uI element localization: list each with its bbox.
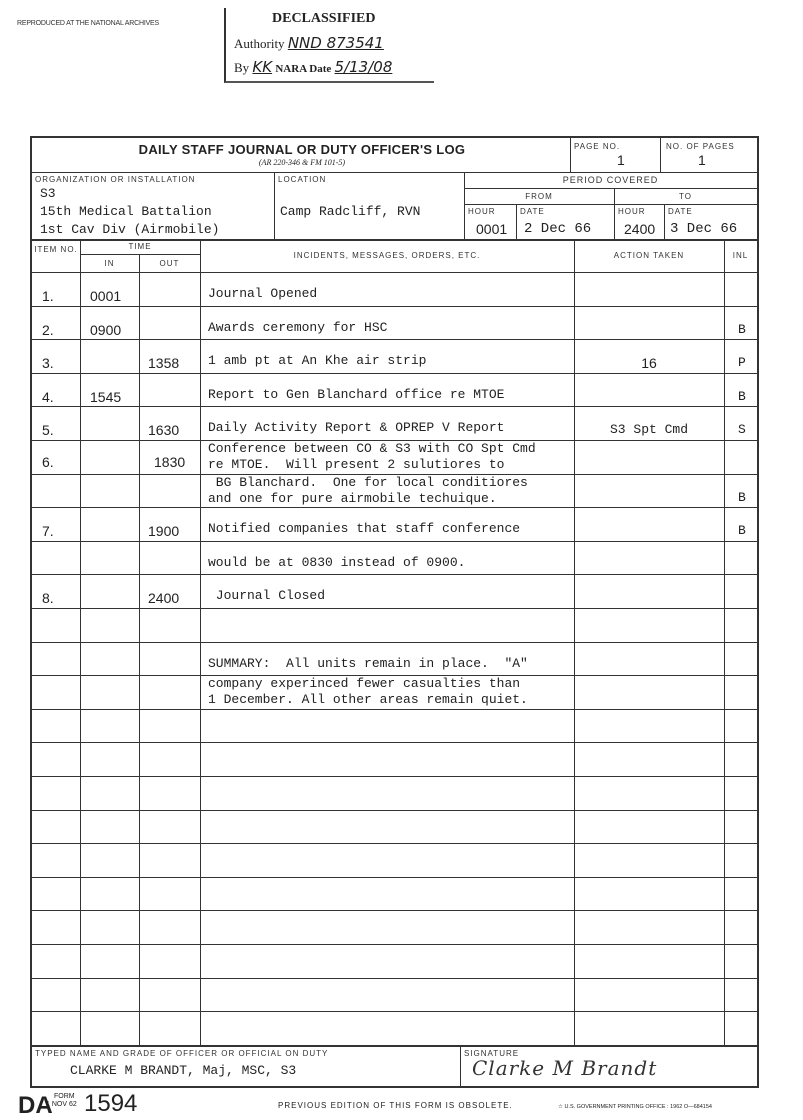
table-row [32,978,757,1012]
form-label-text: FORM [54,1093,75,1100]
to-hour-value: 2400 [624,221,656,237]
table-row [32,440,757,474]
table-row [32,1011,757,1045]
inl: B [738,388,746,404]
header-item-no: ITEM NO. [34,245,78,254]
authority-value: NND 873541 [287,34,384,52]
time-in: 1545 [90,388,122,405]
time-out: 1358 [148,355,180,372]
inl: B [738,489,746,505]
table-row [32,709,757,743]
organization-line-2: 15th Medical Battalion [40,204,212,219]
time-in: 0900 [90,321,122,338]
time-out: 1900 [148,523,180,540]
form-date: 1 NOV 62 [46,1101,77,1108]
header-time: TIME [128,242,152,251]
from-date-label: DATE [520,207,545,216]
inl: S [738,422,746,438]
form-label [46,1093,77,1109]
form-title: DAILY STAFF JOURNAL OR DUTY OFFICER'S LOG [138,142,466,157]
location-label: LOCATION [278,175,327,184]
inl: B [738,321,746,337]
from-hour-label: HOUR [468,207,496,216]
by-value: KK [252,58,273,76]
table-row [32,474,757,508]
organization-line-1: S3 [40,186,56,201]
action-taken: S3 Spt Cmd [609,422,688,438]
gpo-note: ☆ U.S. GOVERNMENT PRINTING OFFICE : 1962 O—684154 [558,1104,712,1110]
incident-text: Awards ceremony for HSC [208,319,388,335]
inl: B [738,523,746,539]
header-time-out: OUT [159,259,180,268]
period-covered-label: PERIOD COVERED [562,175,659,185]
incident-text: Journal Opened [208,286,318,301]
table-row [32,675,757,709]
table-row [32,944,757,978]
incident-text: Report to Gen Blanchard office re MTOE [208,386,505,402]
archive-note: REPRODUCED AT THE NATIONAL ARCHIVES [17,20,159,27]
item-no: 1. [42,288,54,304]
authority-label: Authority [234,36,285,51]
to-hour-label: HOUR [618,207,646,216]
officer-name: CLARKE M BRANDT, Maj, MSC, S3 [70,1063,297,1078]
table-row [32,406,757,440]
time-out: 1830 [154,454,186,470]
from-hour-value: 0001 [476,221,508,237]
time-out: 2400 [148,590,180,607]
action-taken: 16 [641,355,657,372]
nara-date-label: NARA Date [275,63,332,75]
time-out: 1630 [148,422,180,439]
table-row [32,742,757,776]
table-row [32,910,757,944]
daily-staff-journal-form [30,136,759,1088]
incident-text: Notified companies that staff conference [208,521,521,537]
form-number: 1594 [84,1090,138,1117]
table-row [32,574,757,608]
to-date-value: 3 Dec 66 [670,221,738,237]
nara-date-value: 5/13/08 [334,58,393,76]
page-no-label: PAGE NO. [574,142,621,151]
table-row [32,339,757,373]
inl: P [738,355,746,371]
header-time-in: IN [104,259,115,268]
location-value: Camp Radcliff, RVN [280,204,421,219]
header-incidents: INCIDENTS, MESSAGES, ORDERS, ETC. [293,251,481,260]
incident-text-line-2: 1 December. All other areas remain quiet. [208,692,528,708]
table-row [32,776,757,810]
organization-label: ORGANIZATION OR INSTALLATION [35,175,196,184]
incident-text: SUMMARY: All units remain in place. "A" [208,655,528,671]
organization-line-3: 1st Cav Div (Airmobile) [40,222,220,237]
incident-text: company experinced fewer casualties than [208,676,521,692]
no-of-pages-label: NO. OF PAGES [666,142,735,151]
incident-text-line-2: and one for pure airmobile techuique. [208,490,497,506]
incident-text-line-2: re MTOE. Will present 2 sulutiores to [208,457,505,472]
item-no: 4. [42,388,54,405]
item-no: 3. [42,355,54,372]
signature: Clarke M Brandt [472,1056,658,1080]
no-of-pages-value: 1 [698,152,706,168]
table-row [32,608,757,642]
table-row [32,843,757,877]
incident-text: Daily Activity Report & OPREP V Report [208,420,505,436]
incident-text: BG Blanchard. One for local conditiores [208,474,528,490]
table-row [32,642,757,676]
declass-authority [234,34,384,52]
item-no: 5. [42,422,54,439]
table-row [32,373,757,407]
declassification-stamp [224,8,434,83]
declass-by [234,58,392,76]
item-no: 7. [42,523,54,540]
page-no-value: 1 [617,152,625,168]
item-no: 8. [42,590,54,607]
table-row [32,877,757,911]
declass-title: DECLASSIFIED [272,11,376,26]
item-no: 6. [42,454,54,470]
incident-text: would be at 0830 instead of 0900. [208,554,466,570]
signature-label: SIGNATURE [464,1049,520,1058]
by-label: By [234,60,250,75]
time-in: 0001 [90,288,122,304]
table-row [32,541,757,575]
incident-text: Conference between CO & S3 with CO Spt Cmd [208,441,536,456]
to-date-label: DATE [668,207,693,216]
table-row [32,810,757,844]
item-no: 2. [42,321,54,338]
to-label: TO [679,192,692,201]
form-da: DA [18,1092,53,1119]
header-inl: INL [732,251,749,260]
table-row [32,272,757,306]
incident-text: Journal Closed [208,588,326,604]
table-row [32,306,757,340]
previous-edition-note: PREVIOUS EDITION OF THIS FORM IS OBSOLETE. [278,1101,513,1110]
form-subtitle: (AR 220-346 & FM 101-5) [258,158,346,167]
header-action-taken: ACTION TAKEN [613,251,685,260]
officer-label: TYPED NAME AND GRADE OF OFFICER OR OFFICIAL ON DUTY [35,1049,329,1058]
from-label: FROM [525,192,553,201]
from-date-value: 2 Dec 66 [524,221,592,237]
table-row [32,507,757,541]
incident-text: 1 amb pt at An Khe air strip [208,353,427,369]
